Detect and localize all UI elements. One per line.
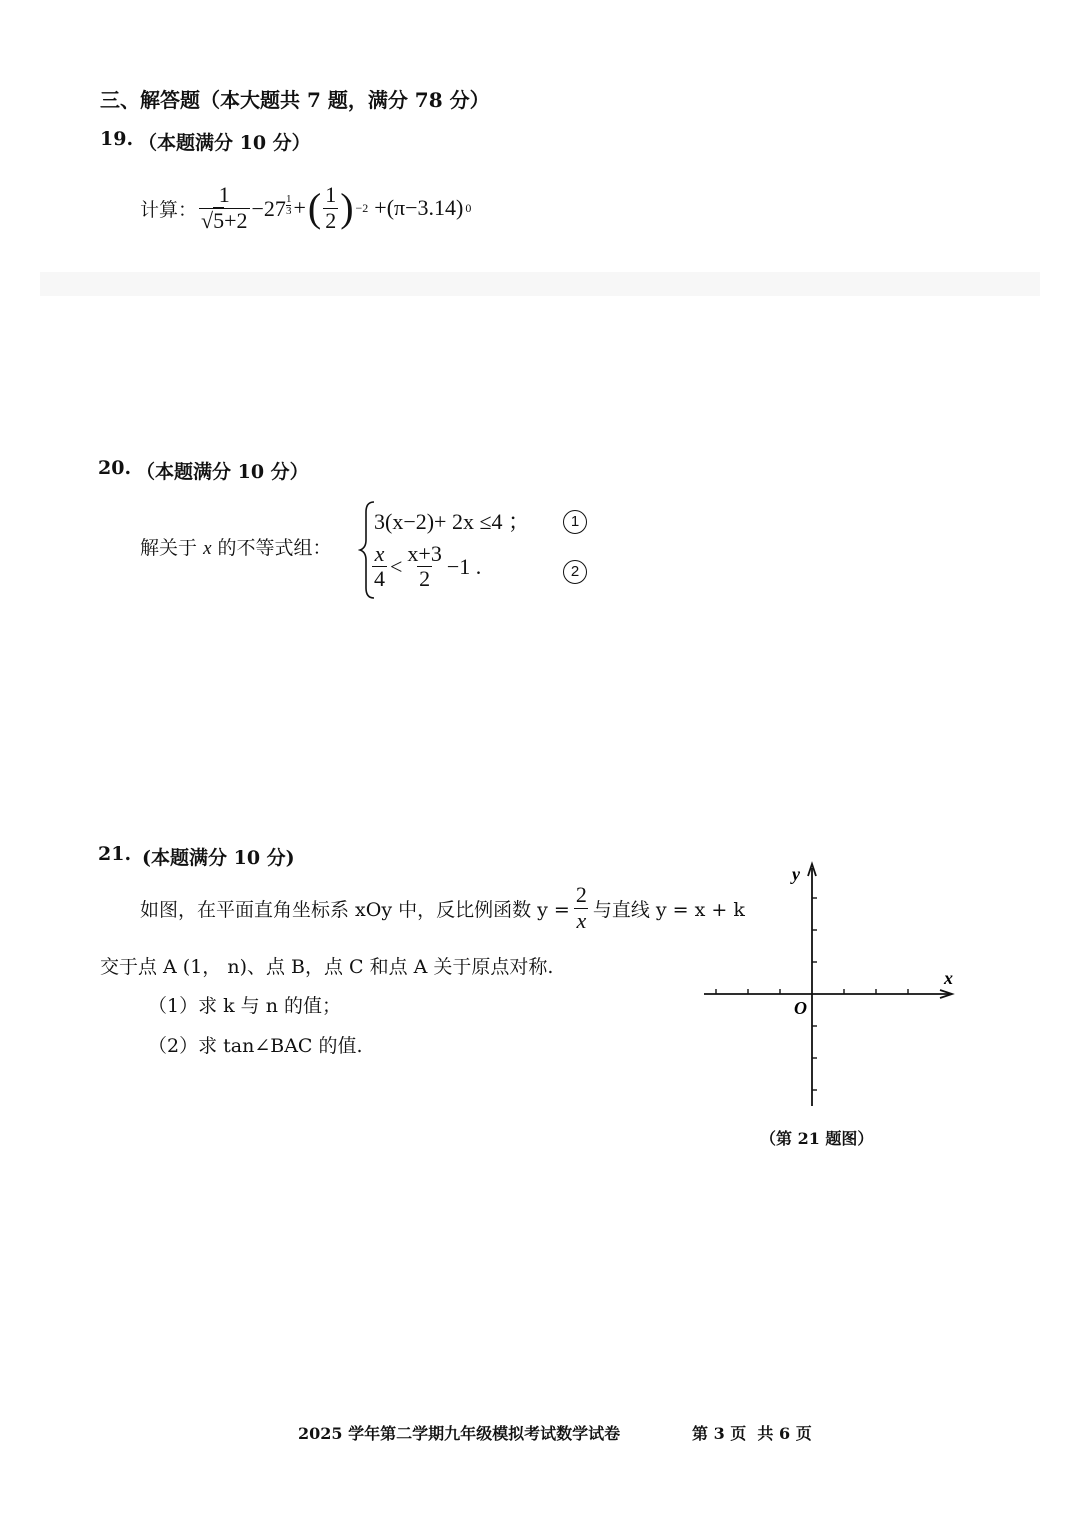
q21-sub1: （1）求 k 与 n 的值； bbox=[148, 995, 341, 1017]
q19-fraction: $\frac{1}{√5+2}$ bbox=[201, 182, 248, 233]
coordinate-figure bbox=[700, 860, 970, 1120]
q19-points: （本题满分 10 分） bbox=[138, 132, 311, 154]
q21-statement-line2: 交于点 A (1， n)、点 B，点 C 和点 A 关于原点对称. bbox=[100, 956, 554, 978]
x-axis-label: x bbox=[944, 968, 953, 988]
circled-1: 1 bbox=[563, 510, 587, 534]
q20-prompt: 解关于 x 的不等式组： bbox=[140, 537, 332, 559]
q20-points: （本题满分 10 分） bbox=[136, 461, 309, 483]
figure-caption: （第 21 题图） bbox=[760, 1129, 874, 1148]
q19-half: $\frac{1}{2}$ bbox=[325, 182, 337, 233]
q19-expression: 计算： $\frac{1}{√5+2}$ −27 $^{\frac{1}{3}}$ + ( $\frac{1}{2}$ ) −2 +(π−3.14) 0 bbox=[140, 182, 472, 233]
section-title: 三、解答题（本大题共 7 题，满分 78 分） bbox=[100, 88, 490, 112]
q21-number: 21. bbox=[98, 843, 132, 865]
q20-line2: $\frac{x}{4}$ < $\frac{x+3}{2}$ −1 . bbox=[374, 541, 482, 592]
q21-sub2: （2）求 tan∠BAC 的值. bbox=[148, 1035, 363, 1057]
q20-line1: 3(x−2)+ 2x ≤4 ； bbox=[374, 509, 531, 534]
footer-exam-title: 2025 学年第二学期九年级模拟考试数学试卷 bbox=[298, 1424, 621, 1443]
circled-2: 2 bbox=[563, 560, 587, 584]
q19-number: 19. bbox=[100, 128, 134, 150]
q21-points: (本题满分 10 分) bbox=[142, 847, 295, 869]
origin-label: O bbox=[794, 998, 807, 1018]
y-axis-label: y bbox=[792, 864, 800, 884]
q21-statement-line1: 如图，在平面直角坐标系 xOy 中，反比例函数 y = $\frac{2}{x}$ 与直线 y = x + k bbox=[140, 882, 745, 933]
scan-band bbox=[40, 272, 1040, 296]
q20-number: 20. bbox=[98, 457, 132, 479]
q19-term2: −27 $^{\frac{1}{3}}$ bbox=[251, 193, 292, 221]
q19-prompt: 计算： bbox=[140, 198, 198, 221]
footer-page-number: 第 3 页 共 6 页 bbox=[692, 1424, 812, 1443]
